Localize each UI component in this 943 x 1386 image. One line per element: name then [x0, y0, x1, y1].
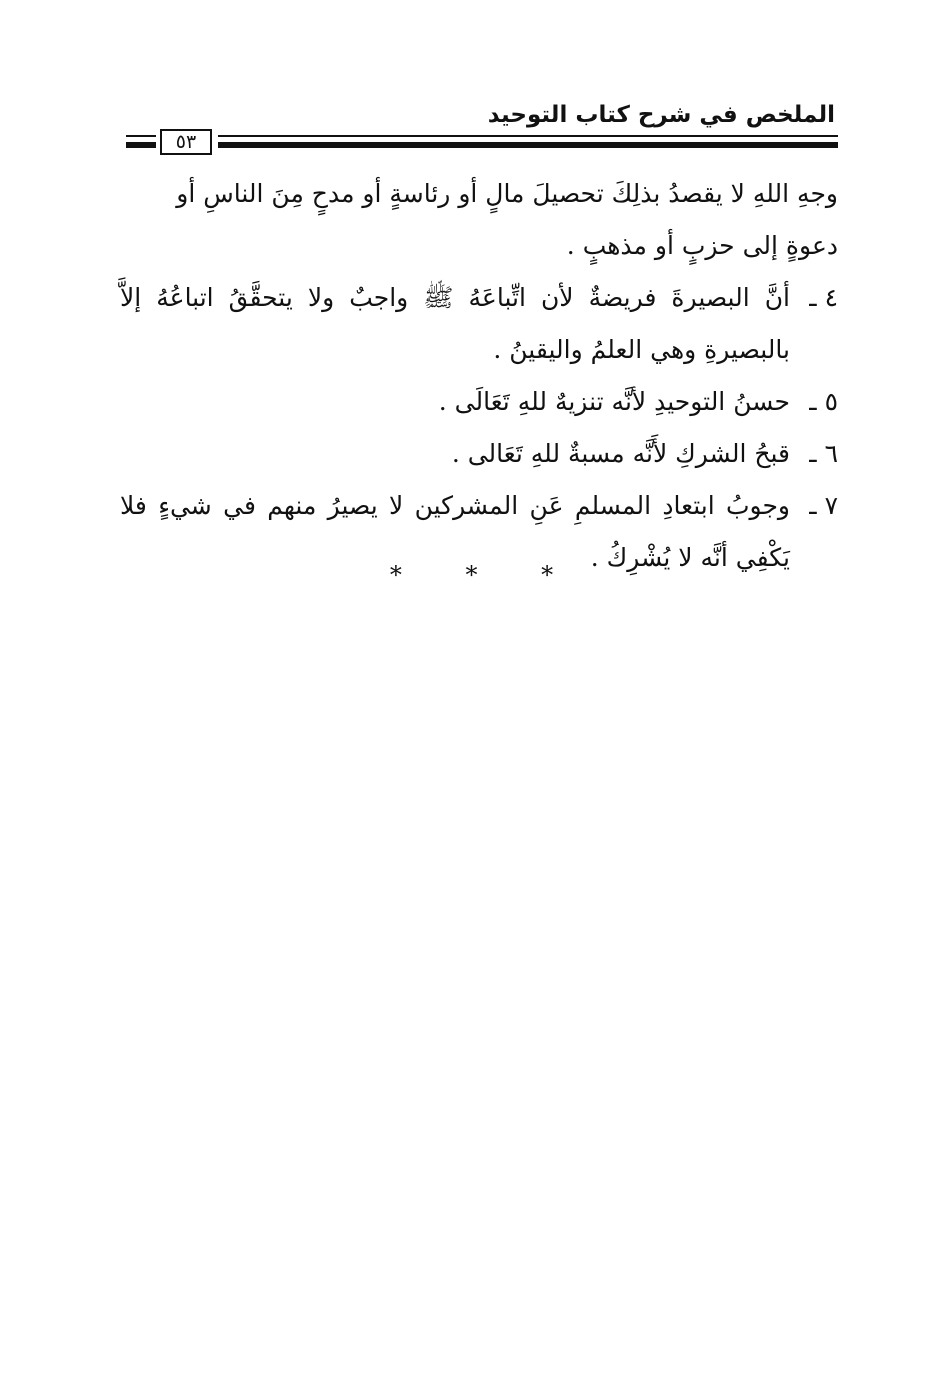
header-rule	[126, 133, 838, 155]
list-item	[120, 376, 838, 428]
list-item-text: حسنُ التوحيدِ لأنَّه تنزيهٌ للهِ تَعَالَى .	[438, 387, 790, 416]
page-number-box: ٥٣	[160, 129, 212, 155]
list-item	[120, 272, 838, 376]
section-separator: * * *	[389, 561, 582, 589]
list-item-number: ٥ ـ	[809, 387, 838, 416]
list-item-number: ٧ ـ	[809, 491, 838, 520]
list-item-text: أنَّ البصيرةَ فريضةٌ لأن اتِّباعَهُ ﷺ واجبٌ ولا يتحقَّقُ اتباعُهُ إلاَّ بالبصيرةِ وهي العلمُ واليقينُ .	[120, 283, 790, 364]
header-rule-thin-line	[218, 135, 838, 137]
list-item-text: قبحُ الشركِ لأَنَّه مسبةٌ للهِ تَعَالى .	[451, 439, 790, 468]
list-item-number: ٦ ـ	[809, 439, 838, 468]
header-rule-thick-line	[218, 142, 838, 148]
list-item-number: ٤ ـ	[809, 283, 838, 312]
header-rule-left-thin	[126, 135, 156, 137]
continuation-paragraph: وجهِ اللهِ لا يقصدُ بذلِكَ تحصيلَ مالٍ أو رئاسةٍ أو مدحٍ مِنَ الناسِ أو دعوةٍ إلى حزبٍ أو مذهبٍ .	[176, 179, 838, 260]
running-header-title: الملخص في شرح كتاب التوحيد	[487, 102, 835, 128]
page-body	[120, 168, 838, 584]
list-item	[120, 428, 838, 480]
header-rule-left-thick	[126, 142, 156, 148]
list-item-text: وجوبُ ابتعادِ المسلمِ عَنِ المشركين لا يصيرُ منهم في شيءٍ فلا يَكْفِي أنَّه لا يُشْرِكُ .	[120, 491, 790, 572]
